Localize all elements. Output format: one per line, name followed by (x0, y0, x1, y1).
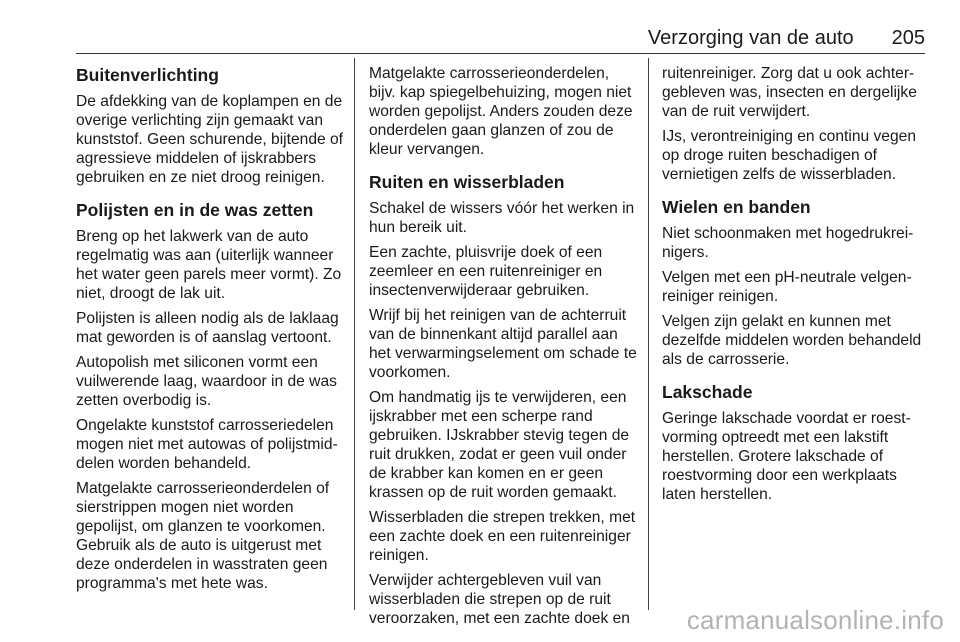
heading-lakschade: Lakschade (662, 382, 753, 402)
paragraph: Om handmatig ijs te verwijderen, een ijskrabber met een scherpe rand gebruiken. IJskrabber stevig tegen de ruit drukken, zodat er geen vuil onder de krabber kan komen en er geen krassen op de ruit worden gemaakt. (369, 389, 630, 501)
paragraph: Autopolish met siliconen vormt een vuilwerende laag, waardoor in de was zetten overbodig is. (76, 354, 337, 409)
paragraph: IJs, verontreiniging en continu vegen op droge ruiten beschadigen of vernietigen zelfs de wisserbladen. (662, 128, 916, 183)
column-divider-2 (648, 58, 649, 610)
paragraph: Breng op het lakwerk van de auto regelmatig was aan (uiterlijk wanneer het water geen parels meer vormt). Zo niet, droogt de lak uit. (76, 228, 342, 302)
paragraph: Matgelakte carrosserieonderdelen, bijv. kap spiegelbehuizing, mogen niet worden gepolijst. Anders zouden deze onderdelen gaan glanzen of zou de kleur vervangen. (369, 65, 633, 158)
paragraph: ruitenreiniger. Zorg dat u ook achtergebleven was, insecten en dergelijke van de ruit verwijdert. (662, 65, 917, 120)
paragraph: Ongelakte kunststof carrosseriedelen mogen niet met autowas of polijstmiddelen worden behandeld. (76, 417, 338, 472)
paragraph: Polijsten is alleen nodig als de laklaag mat geworden is of aanslag vertoont. (76, 310, 339, 346)
heading-ruiten: Ruiten en wisserbladen (369, 172, 565, 192)
column-divider-1 (354, 58, 355, 610)
column-2 (369, 64, 637, 634)
heading-polijsten: Polijsten en in de was zetten (76, 200, 314, 220)
watermark: carmanualsonline.info (686, 605, 944, 635)
page-title: Verzorging van de auto (647, 27, 854, 49)
paragraph: Velgen zijn gelakt en kunnen met dezelfde middelen worden behandeld als de carrosserie. (662, 313, 922, 368)
paragraph: Verwijder achtergebleven vuil van wisserbladen die strepen op de ruit veroorzaken, met een zachte doek en (369, 572, 630, 627)
column-1 (76, 64, 346, 599)
paragraph: Niet schoonmaken met hogedrukreinigers. (662, 225, 914, 261)
page-header (76, 24, 925, 50)
heading-buitenverlichting: Buitenverlichting (76, 65, 219, 85)
paragraph: De afdekking van de koplampen en de overige verlichting zijn gemaakt van kunststof. Geen schurende, bijtende of agressieve middelen of ijskrabbers gebruiken en ze niet droog reinigen. (76, 93, 343, 186)
paragraph: Een zachte, pluisvrije doek of een zeemleer en een ruitenreiniger en insectenverwijderaar gebruiken. (369, 244, 603, 299)
column-3 (662, 64, 930, 510)
paragraph: Geringe lakschade voordat er roestvorming optreedt met een lakstift herstellen. Grotere lakschade of roestvorming door een werkplaats laten herstellen. (662, 410, 911, 503)
paragraph: Wisserbladen die strepen trekken, met een zachte doek en een ruitenreiniger reinigen. (369, 509, 636, 564)
heading-wielen: Wielen en banden (662, 197, 811, 217)
header-rule (76, 53, 925, 54)
page-number: 205 (891, 27, 925, 49)
paragraph: Matgelakte carrosserieonderdelen of sierstrippen mogen niet worden gepolijst, om glanzen te voorkomen. Gebruik als de auto is uitgerust met deze onderdelen in wasstraten geen programma's met hete was. (76, 480, 330, 592)
paragraph: Wrijf bij het reinigen van de achterruit van de binnenkant altijd parallel aan het verwarmingselement om schade te voorkomen. (369, 307, 637, 381)
paragraph: Velgen met een pH-neutrale velgenreiniger reinigen. (662, 269, 912, 305)
paragraph: Schakel de wissers vóór het werken in hun bereik uit. (369, 200, 635, 236)
